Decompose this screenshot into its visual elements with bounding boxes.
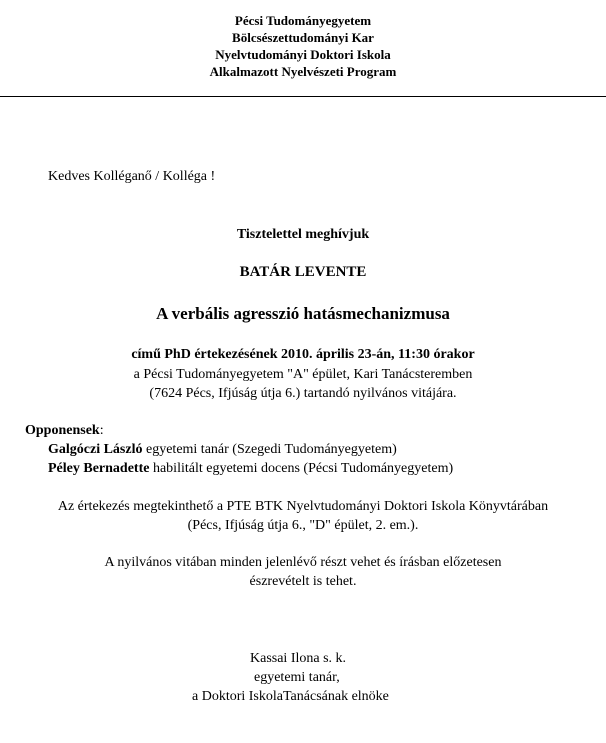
- dissertation-title: A verbális agresszió hatásmechanizmusa: [156, 304, 450, 323]
- signature-title: egyetemi tanár,: [254, 670, 340, 685]
- signature-name: Kassai Ilona s. k.: [250, 651, 347, 666]
- opponents-colon: :: [99, 423, 104, 438]
- signature-position: a Doktori IskolaTanácsának elnöke: [192, 689, 389, 704]
- header-faculty: Bölcsészettudományi Kar: [232, 30, 374, 45]
- header-program: Alkalmazott Nyelvészeti Program: [209, 64, 397, 79]
- library-address-line: (Pécs, Ifjúság útja 6., "D" épület, 2. em.).: [187, 518, 419, 533]
- opponent-role: habilitált egyetemi docens (Pécsi Tudományegyetem): [149, 461, 454, 476]
- header-divider: [0, 96, 606, 97]
- institution-header: [0, 12, 606, 80]
- opponents-label: Opponensek: [25, 423, 100, 438]
- opponent-item: [48, 459, 453, 478]
- opponent-role: egyetemi tanár (Szegedi Tudományegyetem): [142, 442, 397, 457]
- header-university: Pécsi Tudományegyetem: [234, 13, 372, 28]
- defense-venue-line: a Pécsi Tudományegyetem "A" épület, Kari Tanácsteremben: [133, 367, 473, 382]
- opponent-name: Péley Bernadette: [48, 461, 150, 476]
- invite-line: Tisztelettel meghívjuk: [236, 227, 370, 242]
- header-doctoral-school: Nyelvtudományi Doktori Iskola: [215, 47, 391, 62]
- opponent-item: [48, 440, 397, 459]
- greeting: Kedves Kolléganő / Kolléga !: [48, 169, 216, 184]
- candidate-name: BATÁR LEVENTE: [239, 264, 367, 280]
- library-line: Az értekezés megtekinthető a PTE BTK Nyelvtudományi Doktori Iskola Könyvtárában: [57, 499, 549, 514]
- opponent-name: Galgóczi László: [48, 442, 143, 457]
- opponents-heading: [25, 421, 104, 440]
- defense-address-line: (7624 Pécs, Ifjúság útja 6.) tartandó nyilvános vitájára.: [149, 386, 457, 401]
- participation-line-2: észrevételt is tehet.: [249, 574, 357, 589]
- participation-line: A nyilvános vitában minden jelenlévő részt vehet és írásban előzetesen: [104, 555, 502, 570]
- defense-date-line: című PhD értekezésének 2010. április 23-án, 11:30 órakor: [131, 347, 475, 362]
